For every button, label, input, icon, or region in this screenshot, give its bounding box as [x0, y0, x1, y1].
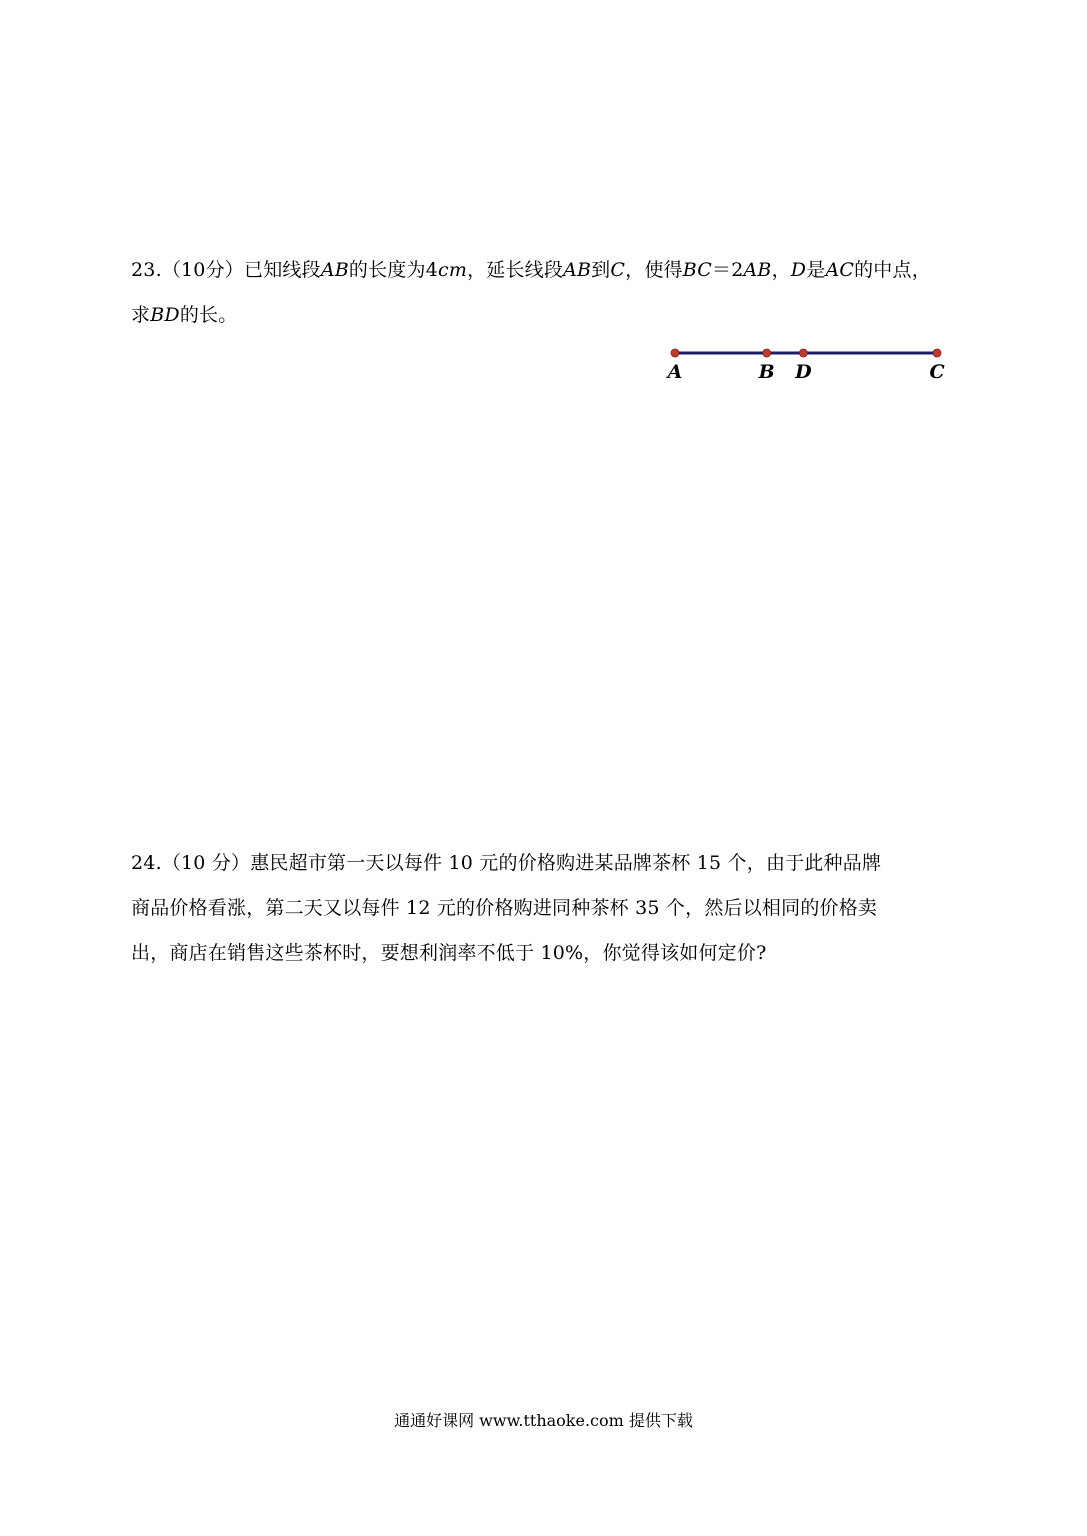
question-24 — [131, 841, 971, 976]
line-segment-figure — [650, 335, 960, 395]
footer-source: 通通好课网 www.tthaoke.com 提供下载 — [394, 1411, 693, 1430]
q23-text-segment: AB — [743, 259, 772, 281]
question-23-number: 23.（10分） — [131, 259, 244, 281]
point-label-b: B — [758, 361, 775, 383]
q23-text-segment: 求 — [131, 304, 151, 326]
q23-text-segment: ，使得 — [625, 259, 683, 281]
point-d — [799, 349, 807, 357]
question-23-line-1 — [131, 248, 971, 293]
question-23 — [131, 248, 971, 338]
q23-text-segment: AC — [825, 259, 855, 281]
q23-text-segment: AB — [563, 259, 592, 281]
question-23-line-2 — [131, 293, 971, 338]
q23-text-segment: 到 — [591, 259, 611, 281]
q23-text-segment: C — [610, 259, 626, 281]
point-label-a: A — [667, 361, 683, 383]
point-c — [933, 349, 941, 357]
question-24-line-2: 商品价格看涨，第二天又以每件 12 元的价格购进同种茶杯 35 个，然后以相同的价格卖 — [131, 897, 878, 919]
q23-text-segment: 的中点， — [854, 259, 931, 281]
point-label-d: D — [795, 361, 812, 383]
point-label-c: C — [929, 361, 945, 383]
q23-text-segment: AB — [320, 259, 349, 281]
q23-text-segment: 是 — [806, 259, 826, 281]
q23-text-segment: 的长度为4 — [348, 259, 438, 281]
q23-text-segment: ，延长线段 — [467, 259, 564, 281]
q23-text-segment: ＝2 — [712, 259, 744, 281]
question-23-text — [244, 259, 931, 281]
q23-text-segment: BC — [682, 259, 712, 281]
q23-text-segment: 的长。 — [179, 304, 238, 326]
question-24-line-1: 24.（10 分）惠民超市第一天以每件 10 元的价格购进某品牌茶杯 15 个，由于此种品牌 — [131, 852, 882, 874]
q23-text-segment: 已知线段 — [244, 259, 321, 281]
question-24-line-3: 出，商店在销售这些茶杯时，要想利润率不低于 10%，你觉得该如何定价? — [131, 942, 767, 964]
point-a — [671, 349, 679, 357]
point-b — [763, 349, 771, 357]
q23-text-segment: ， — [771, 259, 791, 281]
q23-text-segment: D — [790, 259, 807, 281]
q23-text-segment: cm — [438, 259, 468, 281]
q23-text-segment: BD — [150, 304, 180, 326]
